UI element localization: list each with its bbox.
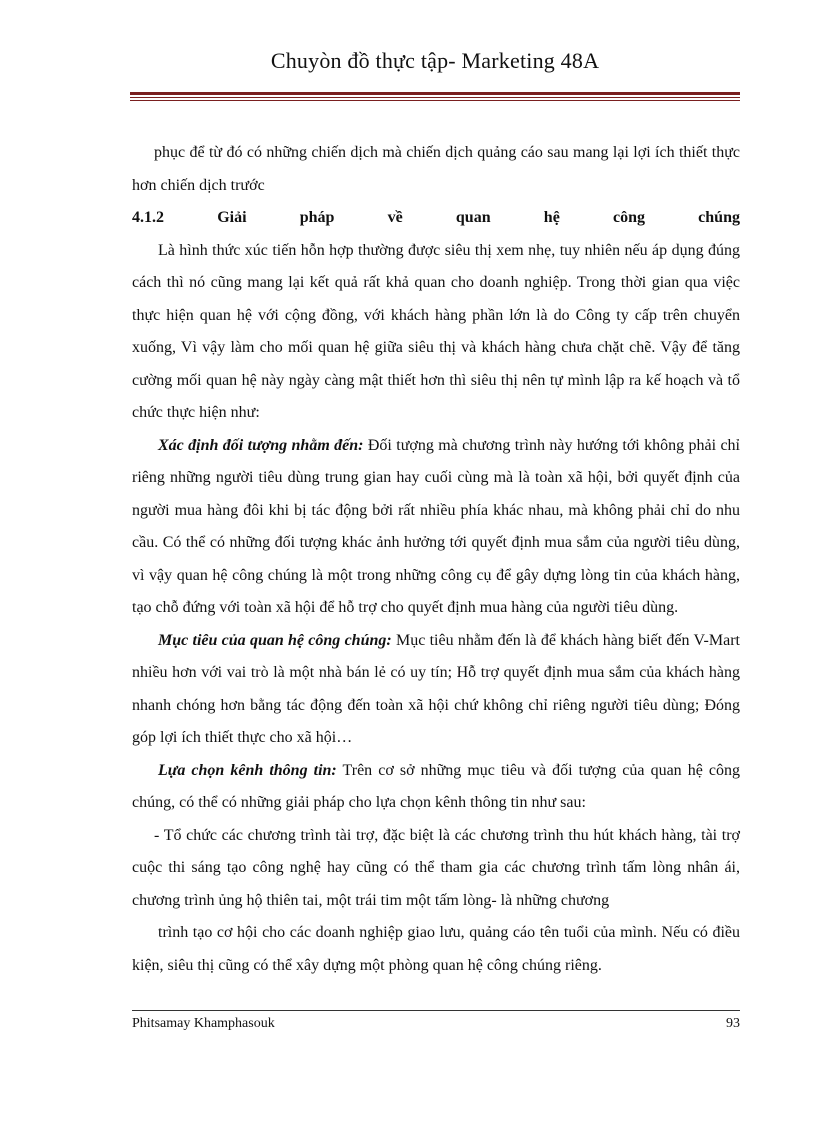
footer-page-number: 93 [726,1016,740,1031]
lead-channel: Lựa chọn kênh thông tin: [158,761,337,779]
heading-word: quan [455,209,491,226]
document-body [132,137,740,982]
header-rule-thin-2 [130,100,740,101]
text-goal: Mục tiêu nhằm đến là để khách hàng biết đến V-Mart nhiều hơn với vai trò là một nhà bán lẻ có uy tín; Hỗ trợ quyết định mua sắm của khách hàng nhanh chóng hơn bằng tác động đến toàn xã hội chứ không chỉ riêng người tiêu dùng; Đóng góp lợi ích thiết thực cho xã hội… [132,631,740,746]
heading-word: về [387,209,403,226]
heading-word: Giải [217,209,247,226]
heading-word: hệ [543,209,560,226]
paragraph-bullet: - Tổ chức các chương trình tài trợ, đặc biệt là các chương trình thu hút khách hàng, tài trợ cuộc thi sáng tạo công nghệ hay cũng có thể tham gia các chương trình tấm lòng nhân ái, chương trình ủng hộ thiên tai, một trái tim một tấm lòng- là những chương [132,826,740,909]
lead-target: Xác định đối tượng nhằm đến: [158,436,364,454]
header-rule-thin [130,97,740,98]
paragraph-final: trình tạo cơ hội cho các doanh nghiệp giao lưu, quảng cáo tên tuổi của mình. Nếu có điều kiện, siêu thị cũng có thể xây dựng một phòng quan hệ công chúng riêng. [132,924,740,974]
paragraph-intro: Là hình thức xúc tiến hỗn hợp thường được siêu thị xem nhẹ, tuy nhiên nếu áp dụng đúng cách thì nó cũng mang lại kết quả rất khả quan cho doanh nghiệp. Trong thời gian qua việc thực hiện quan hệ với cộng đồng, với khách hàng phần lớn là do Công ty cấp trên chuyển xuống, Vì vậy làm cho mối quan hệ giữa siêu thị và khách hàng chưa chặt chẽ. Vậy để tăng cường mối quan hệ này ngày càng mật thiết hơn thì siêu thị nên tự mình lập ra kế hoạch và tổ chức thực hiện như: [132,241,740,421]
footer-rule [132,1010,740,1011]
heading-word: chúng [698,209,740,226]
footer-author: Phitsamay Khamphasouk [132,1016,275,1031]
text-channel: Trên cơ sở những mục tiêu và đối tượng của quan hệ công chúng, có thể có những giải pháp cho lựa chọn kênh thông tin như sau: [132,761,740,811]
paragraph-continuation: phục để từ đó có những chiến dịch mà chiến dịch quảng cáo sau mang lại lợi ích thiết thực hơn chiến dịch trước [132,144,740,194]
heading-word: pháp [299,209,335,226]
paragraph-goal [132,625,740,755]
paragraph-target [132,430,740,625]
section-heading [132,202,740,235]
page-header-title: Chuyòn đồ thực tập- Marketing 48A [270,48,600,73]
lead-goal: Mục tiêu của quan hệ công chúng: [158,631,392,649]
paragraph-channel [132,755,740,820]
header-rule-thick [130,92,740,95]
heading-word: công [612,209,645,226]
heading-word: 4.1.2 [132,209,164,226]
text-target: Đối tượng mà chương trình này hướng tới không phải chỉ riêng những người tiêu dùng trung gian hay cuối cùng mà là toàn xã hội, bởi quyết định của người mua hàng đôi khi bị tác động bởi rất nhiều phía khác nhau, mà không phải chỉ do nhu cầu. Có thể có những đối tượng khác ảnh hưởng tới quyết định mua sắm của người tiêu dùng, vì vậy quan hệ công chúng là một trong những công cụ để gây dựng lòng tin của khách hàng, tạo chỗ đứng với toàn xã hội để hỗ trợ cho quyết định mua hàng của người tiêu dùng. [132,436,740,616]
